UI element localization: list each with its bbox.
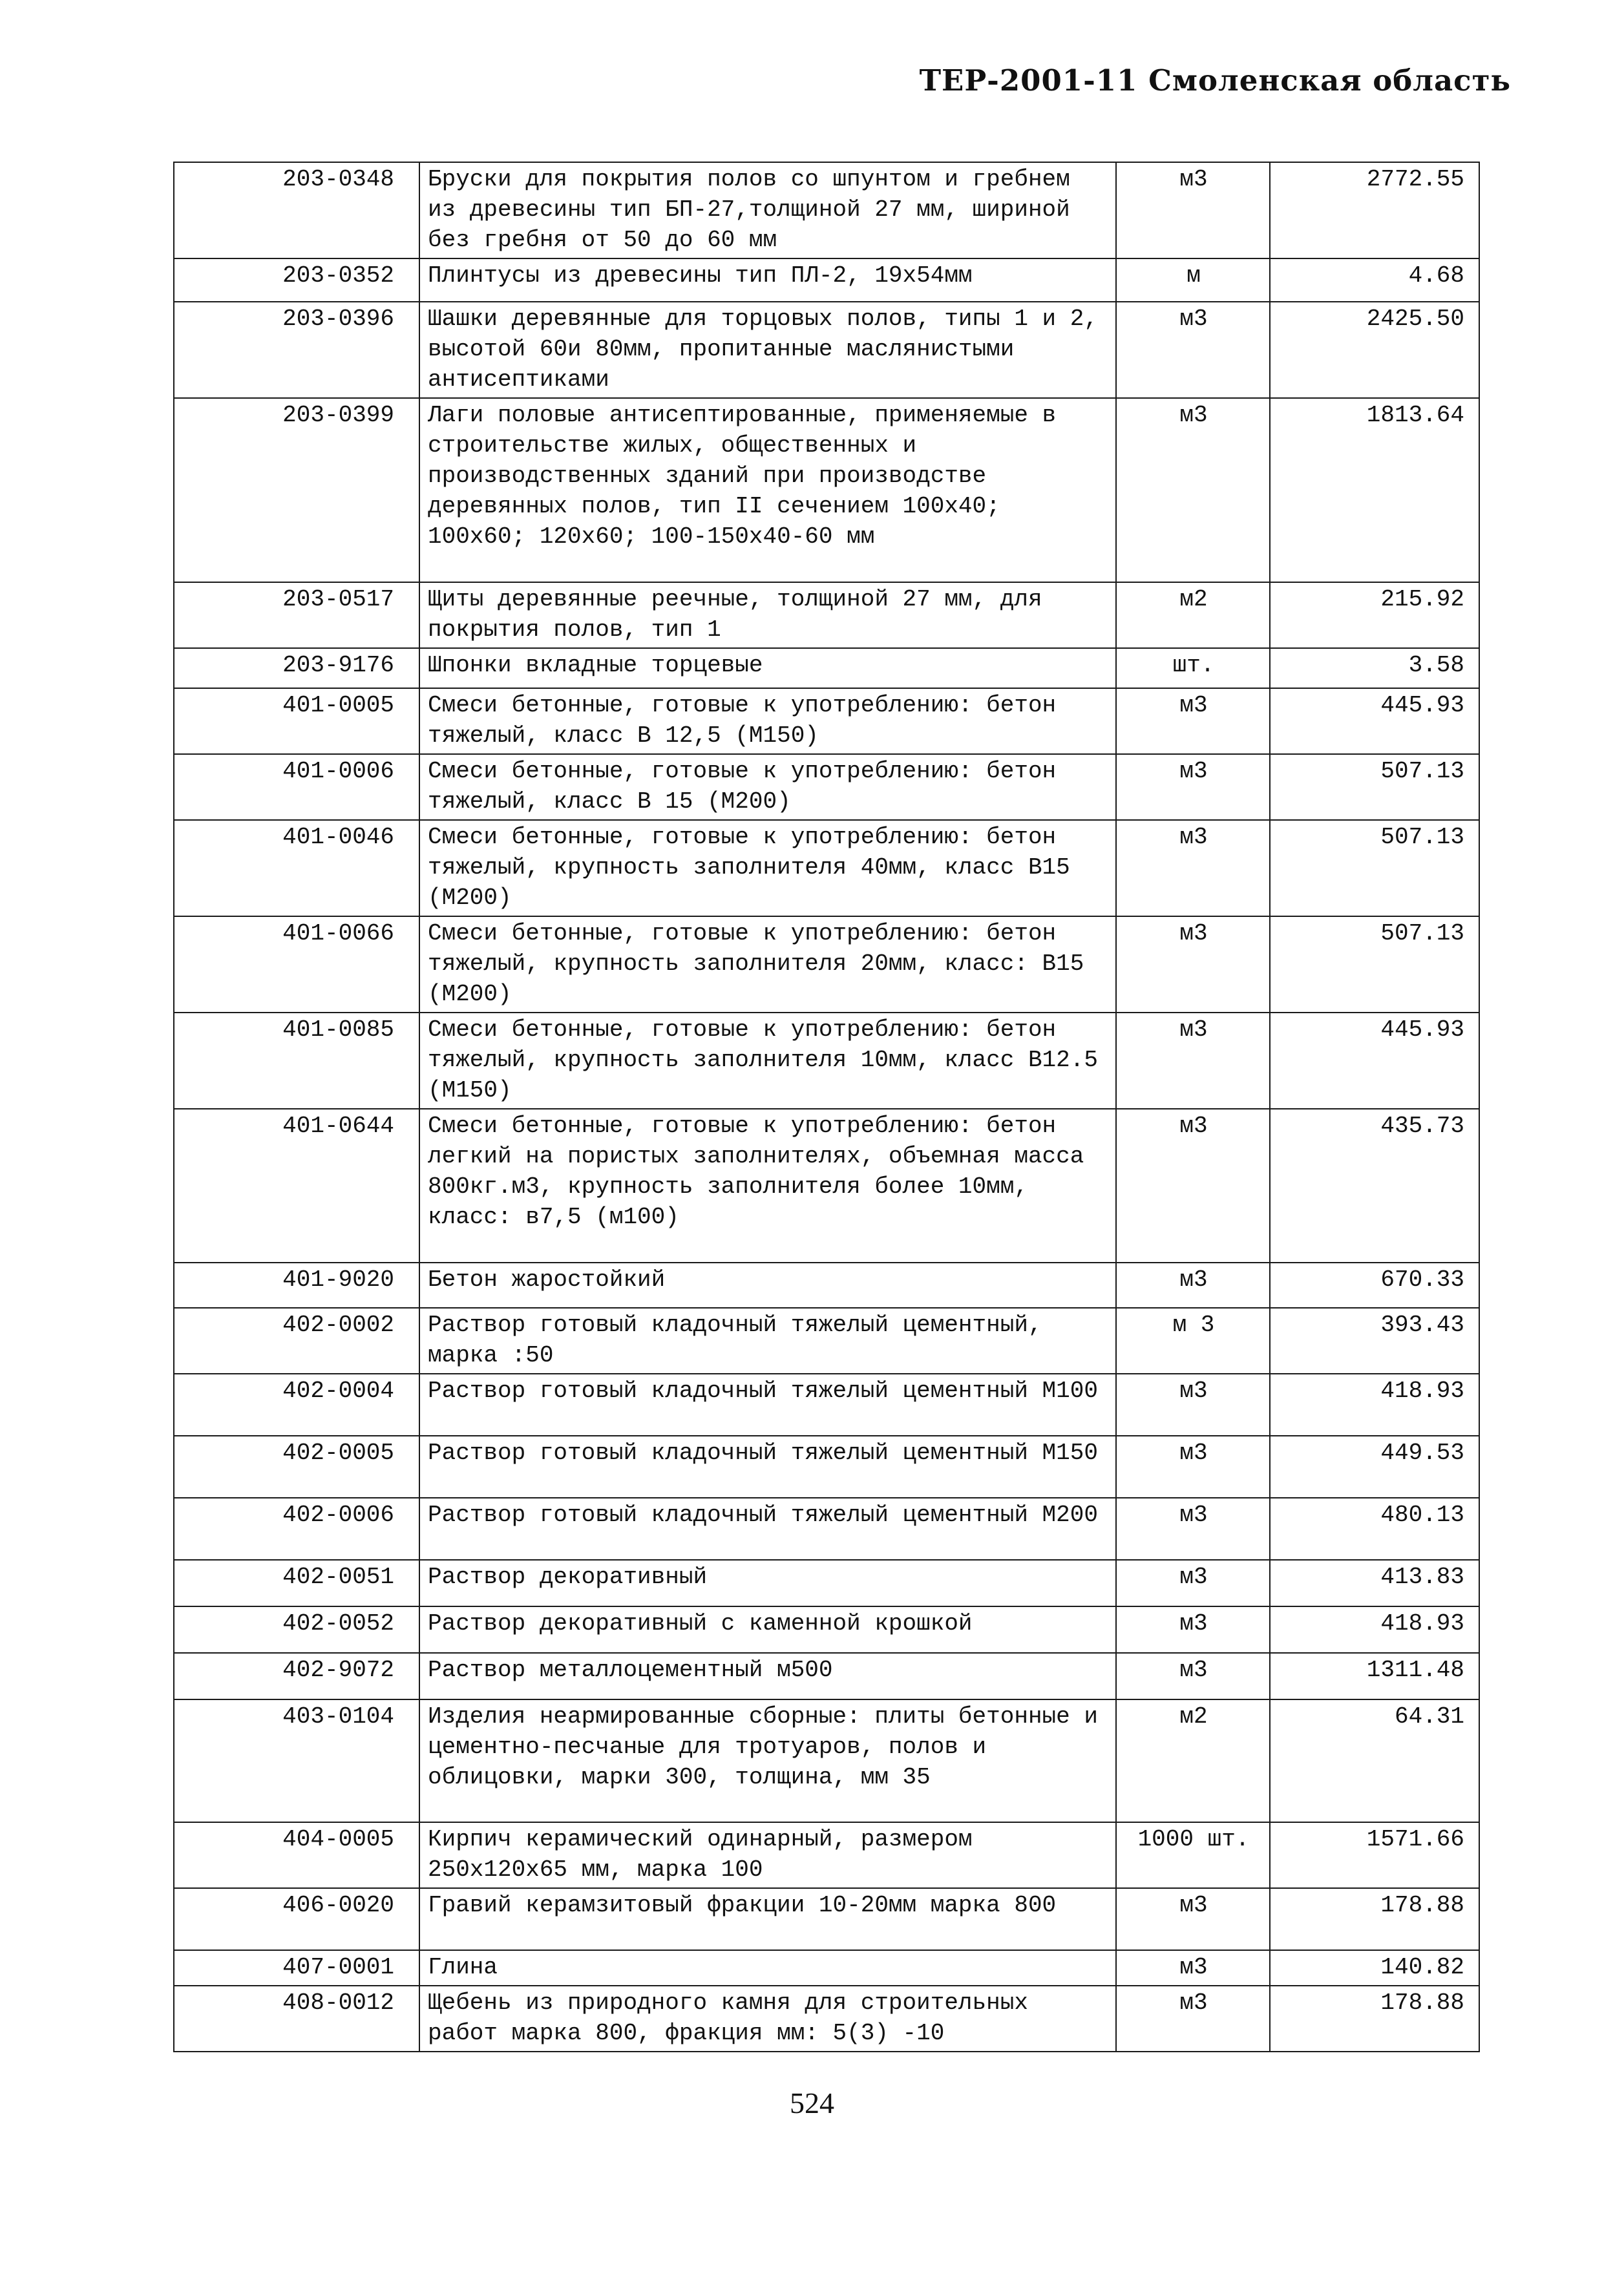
resource-code: 401-0066 — [174, 916, 419, 1013]
resource-unit: м 3 — [1116, 1308, 1270, 1374]
resource-unit: м2 — [1116, 582, 1270, 648]
resource-name: Раствор готовый кладочный тяжелый цементный М100 — [419, 1374, 1116, 1436]
resource-code: 401-9020 — [174, 1263, 419, 1308]
resource-price: 2772.55 — [1270, 162, 1479, 258]
resource-unit: м3 — [1116, 1986, 1270, 2052]
resource-name: Бруски для покрытия полов со шпунтом и гребнем из древесины тип БП-27,толщиной 27 мм, шириной без гребня от 50 до 60 мм — [419, 162, 1116, 258]
table-row — [174, 1606, 1479, 1653]
resource-price: 413.83 — [1270, 1560, 1479, 1606]
resource-name: Шпонки вкладные торцевые — [419, 648, 1116, 688]
resource-name: Смеси бетонные, готовые к употреблению: бетон тяжелый, крупность заполнителя 40мм, класс В15 (М200) — [419, 820, 1116, 916]
resource-name: Раствор декоративный — [419, 1560, 1116, 1606]
resource-name: Смеси бетонные, готовые к употреблению: бетон тяжелый, класс В 12,5 (М150) — [419, 688, 1116, 754]
table-row — [174, 258, 1479, 302]
page-title: ТЕР-2001-11 Смоленская область — [919, 63, 1511, 98]
resource-unit: м3 — [1116, 1436, 1270, 1498]
resource-code: 404-0005 — [174, 1822, 419, 1888]
resource-code: 401-0005 — [174, 688, 419, 754]
resource-unit: м3 — [1116, 1013, 1270, 1109]
resource-code: 203-0352 — [174, 258, 419, 302]
resource-price: 445.93 — [1270, 1013, 1479, 1109]
resource-code: 402-0006 — [174, 1498, 419, 1560]
price-table-body — [174, 162, 1479, 2052]
resource-name: Смеси бетонные, готовые к употреблению: бетон тяжелый, класс В 15 (М200) — [419, 754, 1116, 820]
resource-unit: м2 — [1116, 1699, 1270, 1822]
resource-code: 402-0051 — [174, 1560, 419, 1606]
resource-code: 402-0002 — [174, 1308, 419, 1374]
resource-name: Плинтусы из древесины тип ПЛ-2, 19х54мм — [419, 258, 1116, 302]
table-row — [174, 162, 1479, 258]
resource-unit: м3 — [1116, 1653, 1270, 1699]
resource-name: Смеси бетонные, готовые к употреблению: бетон легкий на пористых заполнителях, объемная масса 800кг.м3, крупность заполнителя более 10мм, класс: в7,5 (м100) — [419, 1109, 1116, 1263]
resource-price: 418.93 — [1270, 1374, 1479, 1436]
table-row — [174, 582, 1479, 648]
resource-unit: м3 — [1116, 1560, 1270, 1606]
resource-price: 3.58 — [1270, 648, 1479, 688]
resource-name: Смеси бетонные, готовые к употреблению: бетон тяжелый, крупность заполнителя 10мм, класс В12.5 (М150) — [419, 1013, 1116, 1109]
resource-name: Раствор готовый кладочный тяжелый цементный М150 — [419, 1436, 1116, 1498]
resource-unit: м — [1116, 258, 1270, 302]
resource-code: 203-0348 — [174, 162, 419, 258]
table-row — [174, 820, 1479, 916]
resource-price: 64.31 — [1270, 1699, 1479, 1822]
resource-name: Раствор готовый кладочный тяжелый цементный, марка :50 — [419, 1308, 1116, 1374]
page-number: 524 — [790, 2087, 834, 2119]
resource-code: 401-0085 — [174, 1013, 419, 1109]
resource-unit: м3 — [1116, 1950, 1270, 1986]
resource-price: 480.13 — [1270, 1498, 1479, 1560]
resource-code: 203-9176 — [174, 648, 419, 688]
resource-code: 403-0104 — [174, 1699, 419, 1822]
resource-price: 507.13 — [1270, 916, 1479, 1013]
resource-name: Щиты деревянные реечные, толщиной 27 мм, для покрытия полов, тип 1 — [419, 582, 1116, 648]
resource-name: Гравий керамзитовый фракции 10-20мм марка 800 — [419, 1888, 1116, 1950]
table-row — [174, 1013, 1479, 1109]
resource-code: 401-0006 — [174, 754, 419, 820]
resource-price: 4.68 — [1270, 258, 1479, 302]
resource-code: 406-0020 — [174, 1888, 419, 1950]
price-table — [173, 162, 1480, 2052]
table-row — [174, 1436, 1479, 1498]
resource-code: 407-0001 — [174, 1950, 419, 1986]
resource-price: 449.53 — [1270, 1436, 1479, 1498]
table-row — [174, 302, 1479, 398]
resource-name: Бетон жаростойкий — [419, 1263, 1116, 1308]
resource-unit: м3 — [1116, 1888, 1270, 1950]
resource-price: 2425.50 — [1270, 302, 1479, 398]
resource-unit: м3 — [1116, 302, 1270, 398]
resource-name: Кирпич керамический одинарный, размером 250х120х65 мм, марка 100 — [419, 1822, 1116, 1888]
resource-unit: м3 — [1116, 916, 1270, 1013]
table-row — [174, 1986, 1479, 2052]
resource-price: 507.13 — [1270, 754, 1479, 820]
resource-unit: м3 — [1116, 1498, 1270, 1560]
table-row — [174, 1888, 1479, 1950]
resource-price: 215.92 — [1270, 582, 1479, 648]
resource-price: 1571.66 — [1270, 1822, 1479, 1888]
table-row — [174, 1653, 1479, 1699]
resource-price: 1813.64 — [1270, 398, 1479, 582]
resource-unit: м3 — [1116, 1263, 1270, 1308]
resource-name: Шашки деревянные для торцовых полов, типы 1 и 2, высотой 60и 80мм, пропитанные маслянистыми антисептиками — [419, 302, 1116, 398]
table-row — [174, 916, 1479, 1013]
resource-price: 418.93 — [1270, 1606, 1479, 1653]
resource-unit: м3 — [1116, 820, 1270, 916]
table-row — [174, 1950, 1479, 1986]
resource-code: 203-0399 — [174, 398, 419, 582]
table-row — [174, 1498, 1479, 1560]
resource-name: Смеси бетонные, готовые к употреблению: бетон тяжелый, крупность заполнителя 20мм, класс: В15 (М200) — [419, 916, 1116, 1013]
resource-code: 408-0012 — [174, 1986, 419, 2052]
table-row — [174, 648, 1479, 688]
resource-price: 393.43 — [1270, 1308, 1479, 1374]
resource-name: Изделия неармированные сборные: плиты бетонные и цементно-песчаные для тротуаров, полов и облицовки, марки 300, толщина, мм 35 — [419, 1699, 1116, 1822]
resource-price: 670.33 — [1270, 1263, 1479, 1308]
table-row — [174, 1263, 1479, 1308]
resource-code: 402-0052 — [174, 1606, 419, 1653]
resource-unit: м3 — [1116, 1606, 1270, 1653]
resource-name: Щебень из природного камня для строительных работ марка 800, фракция мм: 5(3) -10 — [419, 1986, 1116, 2052]
resource-code: 402-9072 — [174, 1653, 419, 1699]
resource-price: 507.13 — [1270, 820, 1479, 916]
resource-price: 435.73 — [1270, 1109, 1479, 1263]
table-row — [174, 754, 1479, 820]
resource-price: 1311.48 — [1270, 1653, 1479, 1699]
resource-unit: м3 — [1116, 162, 1270, 258]
resource-code: 401-0046 — [174, 820, 419, 916]
table-row — [174, 398, 1479, 582]
resource-code: 203-0517 — [174, 582, 419, 648]
resource-price: 178.88 — [1270, 1888, 1479, 1950]
resource-name: Лаги половые антисептированные, применяемые в строительстве жилых, общественных и производственных зданий при производстве деревянных полов, тип II сечением 100х40; 100х60; 120х60; 100-150х40-60 мм — [419, 398, 1116, 582]
resource-unit: 1000 шт. — [1116, 1822, 1270, 1888]
resource-unit: м3 — [1116, 1109, 1270, 1263]
table-row — [174, 688, 1479, 754]
resource-code: 203-0396 — [174, 302, 419, 398]
table-row — [174, 1560, 1479, 1606]
resource-name: Раствор декоративный с каменной крошкой — [419, 1606, 1116, 1653]
table-row — [174, 1822, 1479, 1888]
resource-price: 178.88 — [1270, 1986, 1479, 2052]
resource-name: Раствор металлоцементный м500 — [419, 1653, 1116, 1699]
table-row — [174, 1699, 1479, 1822]
resource-unit: м3 — [1116, 398, 1270, 582]
resource-unit: м3 — [1116, 1374, 1270, 1436]
resource-code: 402-0004 — [174, 1374, 419, 1436]
resource-unit: шт. — [1116, 648, 1270, 688]
resource-name: Раствор готовый кладочный тяжелый цементный М200 — [419, 1498, 1116, 1560]
resource-unit: м3 — [1116, 688, 1270, 754]
resource-price: 140.82 — [1270, 1950, 1479, 1986]
resource-code: 401-0644 — [174, 1109, 419, 1263]
table-row — [174, 1374, 1479, 1436]
resource-name: Глина — [419, 1950, 1116, 1986]
table-row — [174, 1109, 1479, 1263]
resource-unit: м3 — [1116, 754, 1270, 820]
table-row — [174, 1308, 1479, 1374]
resource-code: 402-0005 — [174, 1436, 419, 1498]
resource-price: 445.93 — [1270, 688, 1479, 754]
